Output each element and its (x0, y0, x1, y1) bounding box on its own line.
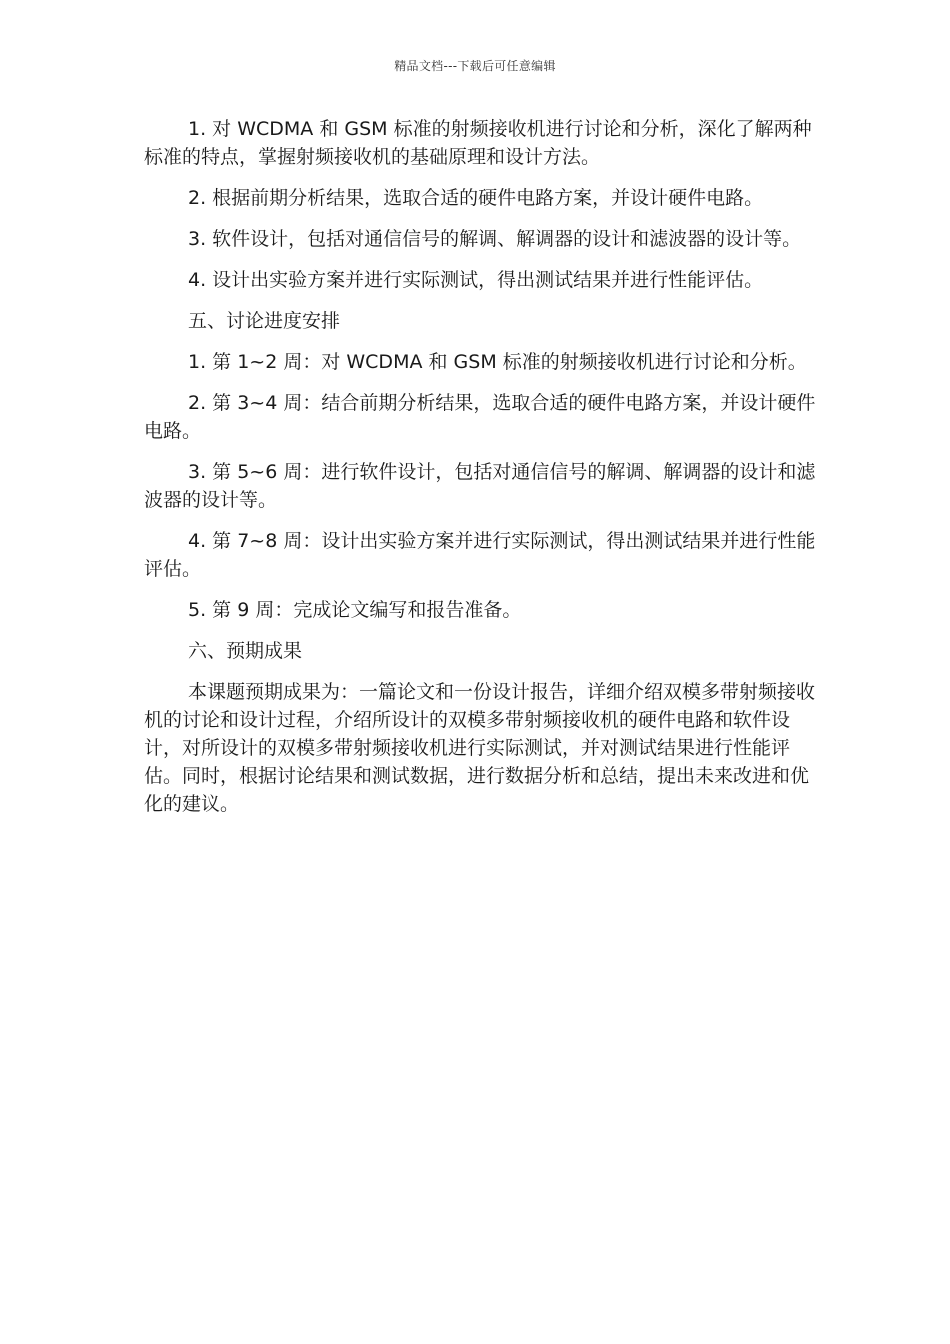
document-body (144, 115, 816, 831)
section-heading-outcomes: 六、预期成果 (188, 640, 303, 662)
page-header: 精品文档---下载后可任意编辑 (394, 59, 556, 73)
schedule-item-5: 5. 第 9 周：完成论文编写和报告准备。 (188, 599, 522, 621)
section-heading-schedule: 五、讨论进度安排 (188, 310, 341, 332)
schedule-item-1: 1. 第 1~2 周：对 WCDMA 和 GSM 标准的射频接收机进行讨论和分析。 (188, 351, 807, 373)
schedule-item-3: 3. 第 5~6 周：进行软件设计，包括对通信信号的解调、解调器的设计和滤波器的设计等。 (144, 461, 816, 511)
schedule-item-2: 2. 第 3~4 周：结合前期分析结果，选取合适的硬件电路方案，并设计硬件电路。 (144, 392, 816, 442)
outcomes-paragraph: 本课题预期成果为：一篇论文和一份设计报告，详细介绍双模多带射频接收机的讨论和设计过程，介绍所设计的双模多带射频接收机的硬件电路和软件设计，对所设计的双模多带射频接收机进行实际测试，并对测试结果进行性能评估。同时，根据讨论结果和测试数据，进行数据分析和总结，提出未来改进和优化的建议。 (144, 681, 816, 815)
task-item-4: 4. 设计出实验方案并进行实际测试，得出测试结果并进行性能评估。 (188, 269, 764, 291)
task-item-2: 2. 根据前期分析结果，选取合适的硬件电路方案，并设计硬件电路。 (188, 187, 764, 209)
schedule-item-4: 4. 第 7~8 周：设计出实验方案并进行实际测试，得出测试结果并进行性能评估。 (144, 530, 816, 580)
task-item-1: 1. 对 WCDMA 和 GSM 标准的射频接收机进行讨论和分析，深化了解两种标准的特点，掌握射频接收机的基础原理和设计方法。 (144, 118, 812, 168)
task-item-3: 3. 软件设计，包括对通信信号的解调、解调器的设计和滤波器的设计等。 (188, 228, 802, 250)
